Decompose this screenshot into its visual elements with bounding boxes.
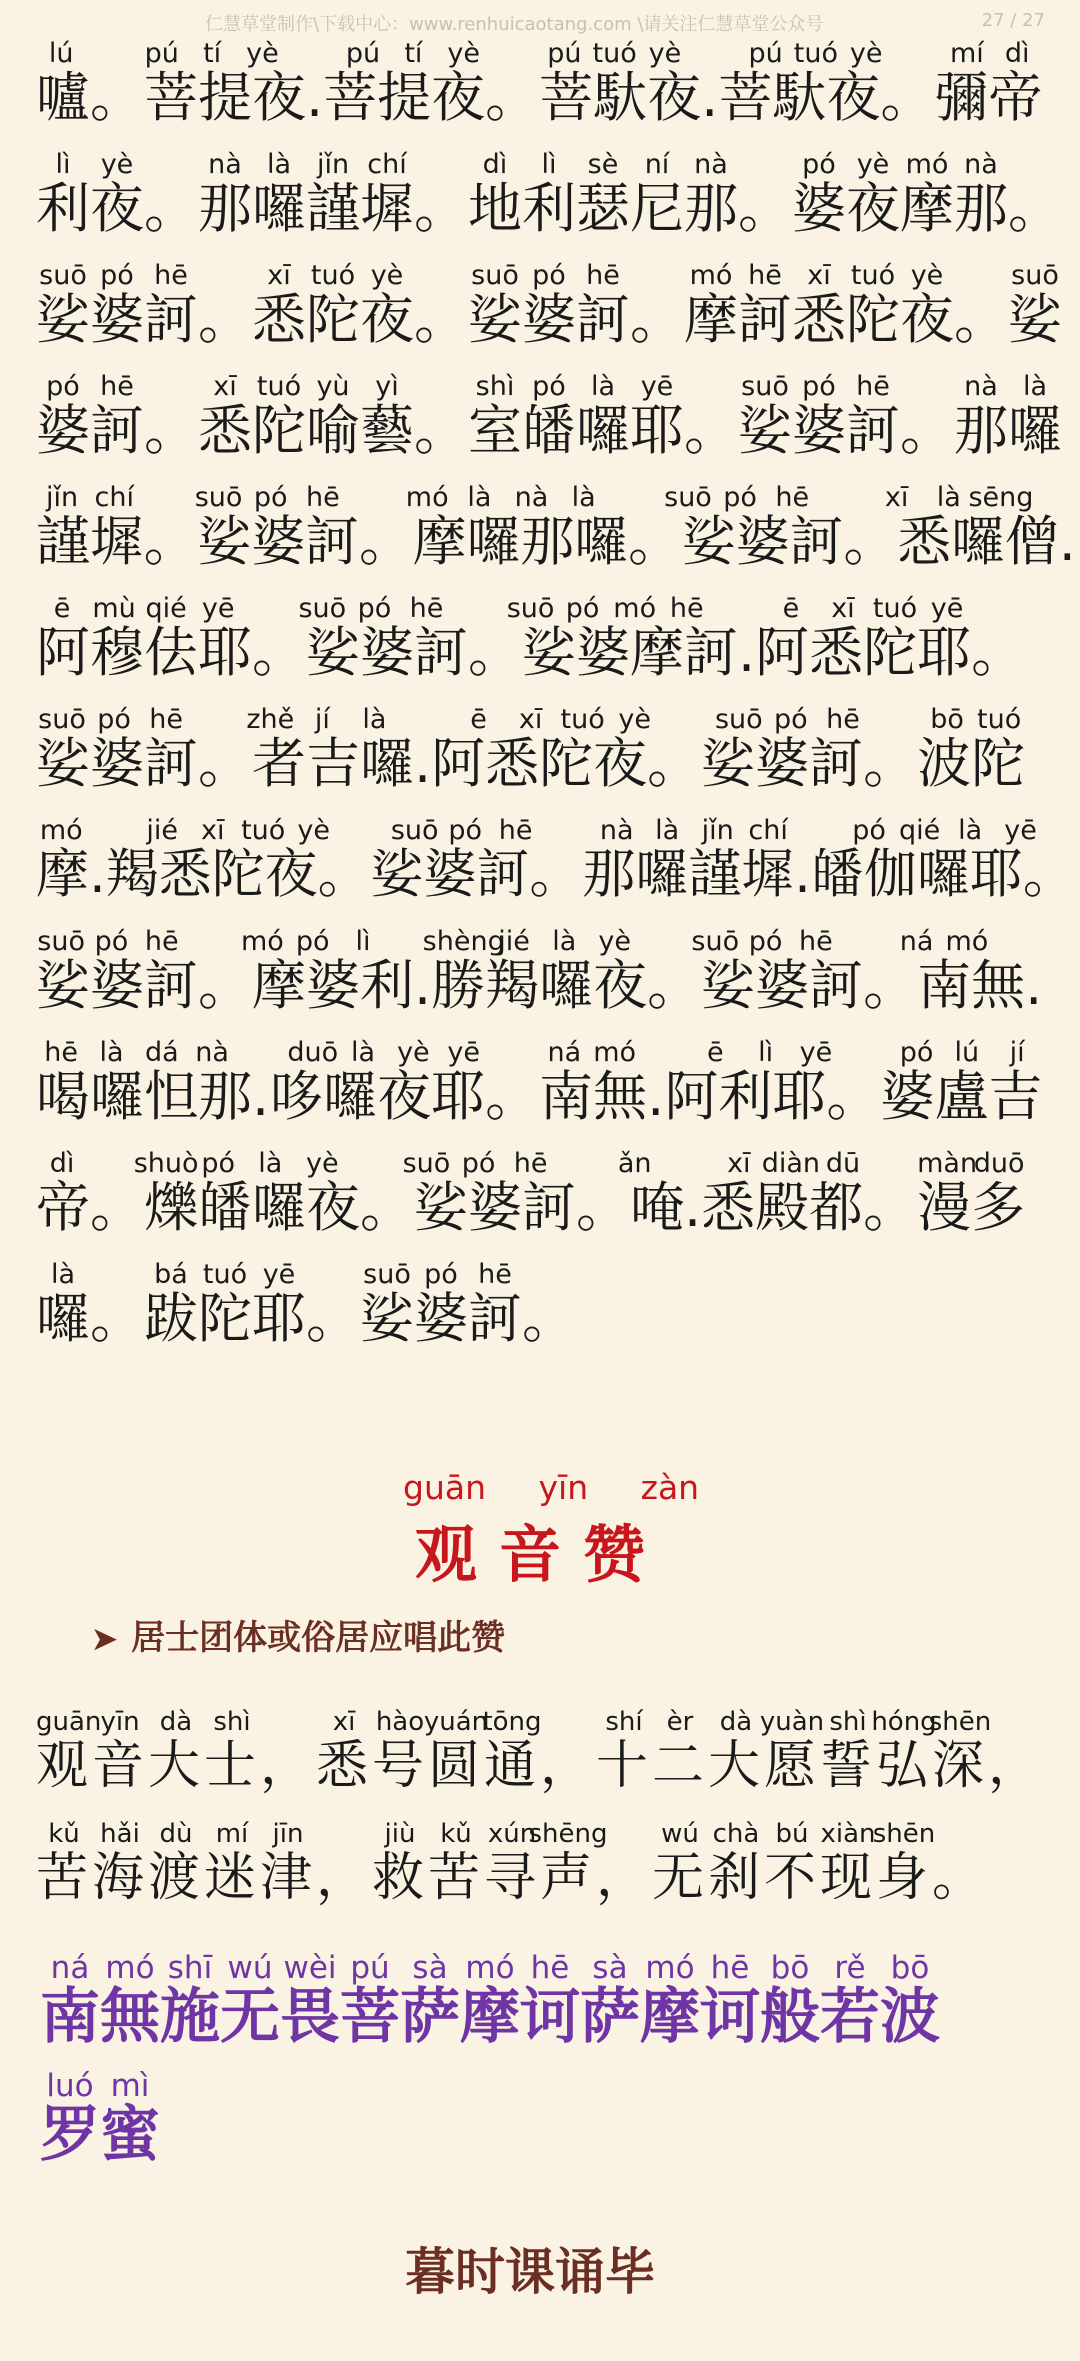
pinyin-syllable: tōng [482,1707,542,1737]
pinyin-syllable: bá [154,1259,188,1290]
pinyin-syllable: suō [506,593,555,624]
pinyin-syllable: yè [447,38,480,69]
pinyin-syllable: tí [203,38,222,69]
pinyin-syllable: hē [498,815,533,846]
pinyin-syllable: suō [390,815,439,846]
pinyin-syllable: suō [664,482,712,513]
pinyin-syllable: mì [110,2068,150,2104]
pinyin-syllable: tuó [560,704,605,735]
pinyin-syllable: jiù [384,1819,416,1849]
pinyin-syllable: ní [644,149,670,180]
pinyin-syllable: chí [367,149,407,180]
pinyin-syllable: lì [55,149,71,180]
pinyin-syllable: shēn [872,1819,936,1849]
pinyin-syllable: xī [727,1148,751,1179]
pinyin-syllable: mí [215,1819,249,1849]
pinyin-syllable: yuàn [759,1707,825,1737]
section-note-text: 居士团体或俗居应唱此赞 [131,1618,506,1658]
pinyin-syllable: sēng [968,482,1034,513]
pinyin-syllable: mó [613,593,657,624]
pinyin-syllable: ná [899,926,934,957]
pinyin-syllable: yè [910,260,944,291]
pinyin-syllable: hē [513,1148,548,1179]
pinyin-syllable: suō [471,260,519,291]
pinyin-syllable: mó [39,815,83,846]
pinyin-syllable: xī [831,593,855,624]
pinyin-syllable: hē [100,371,134,402]
pinyin-syllable: hē [710,1950,750,1986]
pinyin-syllable: yuán [423,1707,489,1737]
pinyin-syllable: jí [1009,1037,1025,1068]
pinyin-syllable: mí [949,38,984,69]
pinyin-syllable: dū [825,1148,861,1179]
pinyin-syllable: pó [802,371,836,402]
chant-line [36,482,1080,593]
chant-characters: 謹墀。娑婆訶。摩囉那囉。娑婆訶。悉囉僧. [36,510,1076,573]
pinyin-syllable: shí [605,1707,643,1737]
pinyin-syllable: pú [144,38,179,69]
pinyin-syllable: bō [890,1950,930,1986]
pinyin-syllable: pó [100,260,134,291]
pinyin-syllable: yē [799,1037,833,1068]
pinyin-syllable: xī [267,260,291,291]
hymn-line [36,1818,1080,1930]
pinyin-syllable: hē [154,260,188,291]
section-note [92,1610,505,1659]
pinyin-syllable: pó [723,482,757,513]
pinyin-syllable: yè [849,38,883,69]
chant-characters: 囉。跋陀耶。娑婆訶。 [36,1287,576,1350]
chant-characters: 喝囉怛那.哆囉夜耶。南無.阿利耶。婆盧吉 [36,1065,1043,1128]
pinyin-syllable: là [590,371,616,402]
pinyin-syllable: yè [297,815,330,846]
pinyin-syllable: pú [345,38,381,69]
pinyin-syllable: dù [159,1819,193,1849]
pinyin-syllable: mó [241,926,284,957]
pinyin-syllable: pó [774,704,808,735]
pinyin-syllable: shuò [133,1148,199,1179]
pinyin-syllable: yè [648,38,682,69]
pinyin-syllable: tuó [872,593,918,624]
pinyin-syllable: chà [712,1819,760,1849]
title-pinyin-syllable: guān [403,1468,486,1507]
pinyin-syllable: jǐn [701,815,734,846]
pinyin-syllable: dà [159,1707,193,1737]
pinyin-syllable: xiàn [820,1819,876,1849]
pinyin-syllable: nà [964,149,998,180]
pinyin-syllable: nà [599,815,634,846]
pinyin-syllable: jǐn [316,149,350,180]
pinyin-syllable: hē [149,704,184,735]
chant-line [36,1259,1080,1370]
pinyin-syllable: sè [587,149,619,180]
hymn-characters: 观音大士，悉号圆通，十二大愿誓弘深， [36,1736,1045,1796]
pinyin-syllable: là [351,1037,376,1068]
pinyin-syllable: nà [195,1037,229,1068]
pinyin-syllable: pú [547,38,582,69]
pinyin-syllable: suō [39,260,87,291]
pinyin-syllable: shī [167,1950,213,1986]
pinyin-syllable: pó [852,815,886,846]
pinyin-syllable: ē [782,593,800,624]
pinyin-syllable: pó [97,704,131,735]
pinyin-syllable: yè [856,149,890,180]
chant-line [36,149,1080,260]
pinyin-syllable: jié [146,815,179,846]
mantra-characters: 罗蜜 [40,2100,160,2170]
pinyin-syllable: shèng [422,926,505,957]
pinyin-syllable: yē [1004,815,1037,846]
pinyin-syllable: yè [370,260,404,291]
pinyin-syllable: shēng [528,1819,608,1849]
pinyin-syllable: mó [105,1950,155,1986]
pinyin-syllable: là [552,926,577,957]
pinyin-syllable: shì [475,371,515,402]
pinyin-syllable: hē [586,260,620,291]
pinyin-syllable: là [467,482,492,513]
pinyin-syllable: pó [253,482,288,513]
chant-line [36,815,1080,926]
chant-characters: 娑婆訶。者吉囉.阿悉陀夜。娑婆訶。波陀 [36,732,1026,795]
hymn-characters: 苦海渡迷津，救苦寻声，无刹不现身。 [36,1848,989,1908]
chant-characters: 婆訶。悉陀喻藝。室皤囉耶。娑婆訶。那囉 [36,399,1062,462]
pinyin-syllable: suō [741,371,789,402]
title-pinyin [403,1468,699,1507]
mantra-characters: 南無施无畏菩萨摩诃萨摩诃般若波 [40,1982,940,2052]
pinyin-syllable: hē [144,926,179,957]
pinyin-syllable: dì [482,149,508,180]
pinyin-syllable: shì [213,1707,251,1737]
pinyin-syllable: ná [547,1037,582,1068]
arrow-bullet-icon: ➤ [92,1622,118,1657]
pinyin-syllable: mù [92,593,136,624]
pinyin-syllable: pó [532,260,566,291]
pinyin-syllable: chí [94,482,134,513]
pinyin-syllable: tuó [241,815,286,846]
pinyin-syllable: xī [213,371,237,402]
pinyin-syllable: hào [375,1707,425,1737]
chant-characters: 嚧。菩提夜.菩提夜。菩馱夜.菩馱夜。彌帝 [36,66,1043,129]
pinyin-syllable: yē [201,593,235,624]
title-pinyin-syllable: zàn [640,1468,700,1507]
pinyin-syllable: suō [37,926,85,957]
pinyin-syllable: mó [905,149,949,180]
pinyin-syllable: hóng [871,1707,937,1737]
section-title: 观音赞 [415,1518,668,1591]
pinyin-syllable: pó [46,371,80,402]
pinyin-syllable: xún [487,1819,537,1849]
pinyin-syllable: lì [758,1037,774,1068]
pinyin-syllable: yù [316,371,350,402]
pinyin-syllable: zhě [246,704,295,735]
title-pinyin-syllable: yīn [538,1468,589,1507]
pinyin-syllable: jīn [272,1819,304,1849]
chant-line [36,260,1080,371]
pinyin-syllable: qié [898,815,941,846]
pinyin-syllable: shì [829,1707,867,1737]
pinyin-syllable: shēn [928,1707,992,1737]
pinyin-syllable: bō [770,1950,810,1986]
pinyin-syllable: dì [1004,38,1030,69]
chant-characters: 帝。爍皤囉夜。娑婆訶。唵.悉殿都。漫多 [36,1176,1026,1239]
pinyin-syllable: là [362,704,387,735]
pinyin-syllable: yè [618,704,651,735]
pinyin-syllable: mó [405,482,449,513]
pinyin-syllable: tí [404,38,423,69]
pinyin-syllable: dà [719,1707,753,1737]
pinyin-syllable: kǔ [48,1819,80,1849]
source-caption: 仁慧草堂制作\下载中心：www.renhuicaotang.com \请关注仁慧草堂公众号 [205,14,824,35]
pinyin-syllable: ná [50,1950,90,1986]
pinyin-syllable: yē [930,593,964,624]
chant-line [36,371,1080,482]
chant-line [36,1037,1080,1148]
pinyin-syllable: là [258,1148,283,1179]
pinyin-syllable: ǎn [617,1148,652,1179]
pinyin-syllable: jǐn [46,482,79,513]
pinyin-syllable: suō [363,1259,411,1290]
pinyin-syllable: pó [461,1148,496,1179]
pinyin-syllable: chí [748,815,788,846]
pinyin-syllable: mó [945,926,989,957]
pinyin-syllable: yè [397,1037,430,1068]
pinyin-syllable: pó [802,149,836,180]
pinyin-syllable: lì [355,926,371,957]
pinyin-syllable: suō [194,482,243,513]
pinyin-syllable: hē [530,1950,570,1986]
pinyin-syllable: hǎi [100,1819,140,1849]
pinyin-syllable: lì [541,149,557,180]
pinyin-syllable: ē [53,593,71,624]
pinyin-syllable: pó [899,1037,934,1068]
pinyin-syllable: tuó [202,1259,248,1290]
pinyin-syllable: yē [262,1259,296,1290]
pinyin-syllable: ē [706,1037,724,1068]
pinyin-syllable: hē [669,593,704,624]
chant-characters: 阿穆佉耶。娑婆訶。娑婆摩訶.阿悉陀耶。 [36,621,1026,684]
pinyin-syllable: pó [357,593,392,624]
pinyin-syllable: tuó [592,38,637,69]
page-indicator: 27 / 27 [981,10,1045,31]
pinyin-syllable: suō [298,593,347,624]
pinyin-syllable: yè [246,38,279,69]
pinyin-syllable: là [266,149,292,180]
pinyin-syllable: xī [518,704,543,735]
chant-characters: 摩.羯悉陀夜。娑婆訶。那囉謹墀.皤伽囉耶。 [36,844,1076,905]
chant-characters: 娑婆訶。摩婆利.勝羯囉夜。娑婆訶。南無. [36,954,1043,1017]
pinyin-syllable: wú [227,1950,273,1986]
pinyin-syllable: là [655,815,680,846]
pinyin-syllable: là [1022,371,1048,402]
pinyin-syllable: pó [532,371,566,402]
pinyin-syllable: sà [592,1950,628,1986]
pinyin-syllable: duō [973,1148,1025,1179]
pinyin-syllable: pó [565,593,600,624]
pinyin-syllable: wèi [283,1950,337,1986]
pinyin-syllable: tuó [977,704,1022,735]
closing-text: 暮时课诵毕 [405,2242,655,2301]
pinyin-syllable: guān [36,1707,102,1737]
pinyin-syllable: suō [402,1148,451,1179]
pinyin-syllable: mó [593,1037,637,1068]
pinyin-syllable: yē [640,371,674,402]
pinyin-syllable: là [958,815,983,846]
chant-line [36,1148,1080,1259]
chant-characters: 利夜。那囉謹墀。地利瑟尼那。婆夜摩那。 [36,177,1062,240]
pinyin-syllable: sà [412,1950,448,1986]
page-header [0,8,1080,38]
pinyin-syllable: duō [287,1037,339,1068]
pinyin-syllable: lú [954,1037,980,1068]
pinyin-syllable: hē [856,371,890,402]
pinyin-syllable: bú [775,1819,809,1849]
pinyin-syllable: jié [498,926,530,957]
hymn-line [36,1706,1080,1818]
chant-line [36,926,1080,1037]
pinyin-syllable: yè [100,149,134,180]
pinyin-syllable: xī [200,815,225,846]
pinyin-syllable: diàn [761,1148,821,1179]
pinyin-syllable: pú [350,1950,390,1986]
pinyin-syllable: wú [661,1819,699,1849]
pinyin-syllable: hē [799,926,833,957]
pinyin-syllable: hē [478,1259,512,1290]
pinyin-syllable: suō [38,704,86,735]
pinyin-syllable: nà [694,149,728,180]
pinyin-syllable: tuó [310,260,356,291]
pinyin-syllable: suō [714,704,763,735]
pinyin-syllable: pó [295,926,330,957]
pinyin-syllable: luó [46,2068,94,2104]
pinyin-syllable: yē [447,1037,480,1068]
hymn-text [36,1706,1080,1930]
pinyin-syllable: nà [964,371,998,402]
pinyin-syllable: dì [49,1148,75,1179]
pinyin-syllable: hē [306,482,340,513]
pinyin-syllable: hē [826,704,860,735]
pinyin-syllable: yè [306,1148,339,1179]
pinyin-syllable: qié [145,593,187,624]
pinyin-syllable: suō [691,926,740,957]
pinyin-syllable: màn [917,1148,978,1179]
pinyin-syllable: pó [424,1259,458,1290]
pinyin-syllable: pó [448,815,483,846]
pinyin-syllable: pó [94,926,129,957]
pinyin-syllable: suō [1011,260,1059,291]
pinyin-syllable: hē [748,260,782,291]
pinyin-syllable: jí [314,704,330,735]
pinyin-syllable: pú [748,38,783,69]
chant-line [36,593,1080,704]
pinyin-syllable: pó [748,926,783,957]
pinyin-syllable: mó [645,1950,695,1986]
chant-text [36,38,1080,1370]
pinyin-syllable: yè [598,926,631,957]
pinyin-syllable: là [99,1037,124,1068]
pinyin-syllable: là [571,482,596,513]
pinyin-syllable: pó [201,1148,236,1179]
pinyin-syllable: xī [332,1707,356,1737]
chant-line [36,704,1080,815]
pinyin-syllable: ē [470,704,487,735]
pinyin-syllable: yīn [100,1707,140,1737]
pinyin-syllable: là [936,482,961,513]
chant-characters: 娑婆訶。悉陀夜。娑婆訶。摩訶悉陀夜。娑 [36,288,1062,351]
pinyin-syllable: kǔ [440,1819,472,1849]
chant-line [36,38,1080,149]
pinyin-syllable: xī [807,260,831,291]
pinyin-syllable: là [50,1259,76,1290]
pinyin-syllable: hē [775,482,810,513]
pinyin-syllable: nà [514,482,549,513]
pinyin-syllable: mó [689,260,733,291]
pinyin-syllable: tuó [256,371,302,402]
pinyin-syllable: xī [884,482,909,513]
pinyin-syllable: tuó [850,260,896,291]
pinyin-syllable: tuó [793,38,839,69]
pinyin-syllable: hē [44,1037,79,1068]
pinyin-syllable: dá [144,1037,179,1068]
pinyin-syllable: lú [48,38,74,69]
pinyin-syllable: mó [465,1950,515,1986]
pinyin-syllable: èr [666,1707,694,1737]
pinyin-syllable: rě [834,1950,866,1986]
pinyin-syllable: yì [375,371,399,402]
pinyin-syllable: hē [409,593,444,624]
pinyin-syllable: nà [208,149,242,180]
pinyin-syllable: bō [930,704,964,735]
